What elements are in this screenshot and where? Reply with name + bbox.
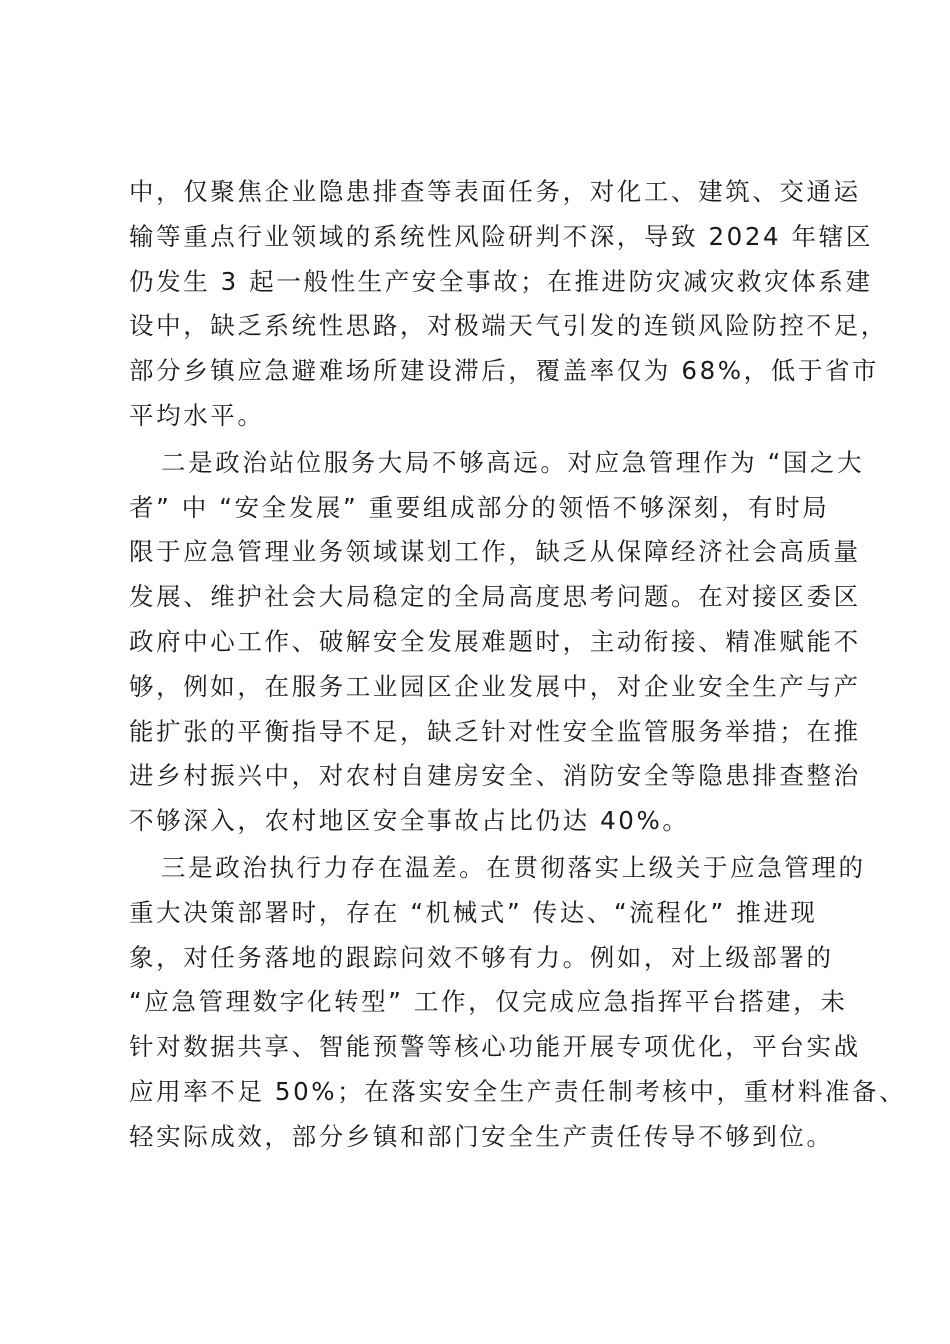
text-line: 二是政治站位服务大局不够高远。对应急管理作为 “国之大 xyxy=(161,447,865,477)
text-line: 输等重点行业领域的系统性风险研判不深，导致 2024 年辖区 xyxy=(129,221,873,251)
document-body xyxy=(129,170,907,1160)
text-line: 限于应急管理业务领域谋划工作，缺乏从保障经济社会高质量 xyxy=(129,537,861,567)
paragraph-point-two xyxy=(129,441,865,844)
text-line: 平均水平。 xyxy=(129,400,265,430)
text-line: 针对数据共享、智能预警等核心功能开展专项优化，平台实战 xyxy=(129,1032,861,1062)
text-line: 政府中心工作、破解安全发展难题时，主动衔接、精准赋能不 xyxy=(129,626,861,656)
text-line: 设中，缺乏系统性思路，对极端天气引发的连锁风险防控不足， xyxy=(129,311,888,341)
paragraph-continuation xyxy=(129,170,888,439)
text-line: 中，仅聚焦企业隐患排查等表面任务，对化工、建筑、交通运 xyxy=(129,177,861,206)
text-line: 三是政治执行力存在温差。在贯彻落实上级关于应急管理的 xyxy=(161,852,866,882)
text-line: 者” 中 “安全发展” 重要组成部分的领悟不够深刻，有时局 xyxy=(129,492,830,522)
text-line: 能扩张的平衡指导不足，缺乏针对性安全监管服务举措；在推 xyxy=(129,716,861,746)
text-line: 仍发生 3 起一般性生产安全事故；在推进防灾减灾救灾体系建 xyxy=(129,266,873,296)
text-line: 应用率不足 50%；在落实安全生产责任制考核中，重材料准备、 xyxy=(129,1076,907,1106)
text-line: 轻实际成效，部分乡镇和部门安全生产责任传导不够到位。 xyxy=(129,1121,834,1151)
text-line: 发展、维护社会大局稳定的全局高度思考问题。在对接区委区 xyxy=(129,582,861,612)
text-line: 不够深入，农村地区安全事故占比仍达 40%。 xyxy=(129,806,690,836)
text-line: 够，例如，在服务工业园区企业发展中，对企业安全生产与产 xyxy=(129,671,861,701)
paragraph-point-three xyxy=(129,846,907,1160)
text-line: 进乡村振兴中，对农村自建房安全、消防安全等隐患排查整治 xyxy=(129,761,861,791)
text-line: 部分乡镇应急避难场所建设滞后，覆盖率仅为 68%，低于省市 xyxy=(129,356,880,386)
text-line: “应急管理数字化转型” 工作，仅完成应急指挥平台搭建，未 xyxy=(129,987,848,1017)
text-line: 重大决策部署时，存在 “机械式” 传达、“流程化” 推进现 xyxy=(129,897,818,927)
text-line: 象，对任务落地的跟踪问效不够有力。例如，对上级部署的 xyxy=(129,942,834,972)
